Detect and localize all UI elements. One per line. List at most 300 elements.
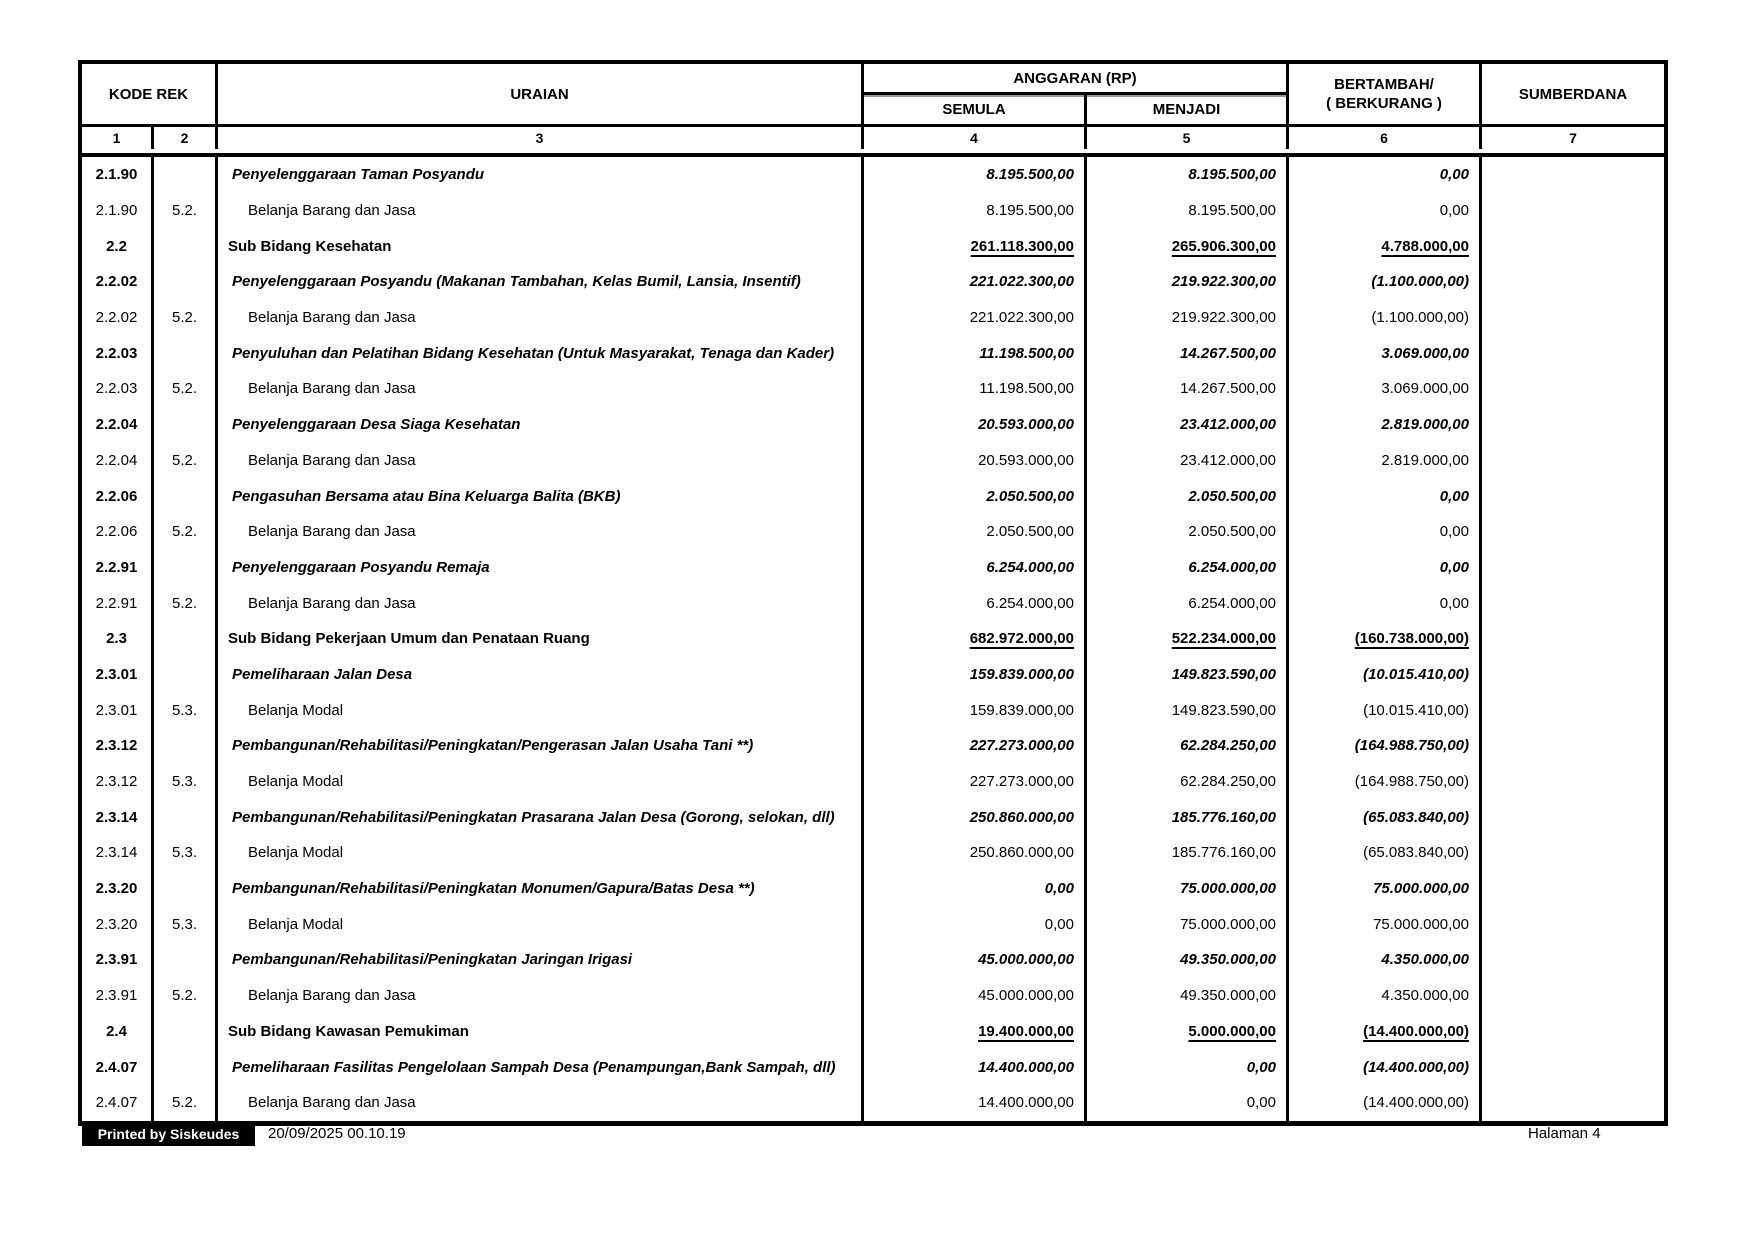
- sumberdana-cell: [1482, 443, 1664, 479]
- menjadi-cell: [1087, 157, 1289, 193]
- sumberdana-cell: [1482, 799, 1664, 835]
- bertambah-berkurang-cell-value: 0,00: [1439, 523, 1469, 541]
- kode-rek-1-cell: 2.2.06: [82, 478, 154, 514]
- uraian-cell: Penyelenggaraan Posyandu Remaja: [218, 550, 864, 586]
- sumberdana-cell: [1482, 300, 1664, 336]
- uraian-cell: Pemeliharaan Fasilitas Pengelolaan Sampah Desa (Penampungan,Bank Sampah, dll): [218, 1049, 864, 1085]
- kode-rek-1-cell: 2.2.02: [82, 300, 154, 336]
- menjadi-cell: [1087, 371, 1289, 407]
- bertambah-berkurang-cell-value: (164.988.750,00): [1354, 737, 1469, 755]
- kode-rek-2-cell: 5.2.: [154, 443, 218, 479]
- semula-cell-value: 19.400.000,00: [978, 1022, 1074, 1040]
- menjadi-cell: [1087, 1085, 1289, 1121]
- bertambah-berkurang-cell: [1289, 978, 1482, 1014]
- semula-cell: [864, 621, 1087, 657]
- kode-rek-1-cell: 2.3.14: [82, 835, 154, 871]
- uraian-cell: Pembangunan/Rehabilitasi/Peningkatan Prasarana Jalan Desa (Gorong, selokan, dll): [218, 799, 864, 835]
- menjadi-cell: [1087, 300, 1289, 336]
- uraian-cell: Belanja Modal: [218, 835, 864, 871]
- bertambah-berkurang-cell-value: 0,00: [1439, 166, 1469, 184]
- sumberdana-cell: [1482, 514, 1664, 550]
- kode-rek-2-cell: [154, 657, 218, 693]
- sumberdana-cell: [1482, 692, 1664, 728]
- sumberdana-cell: [1482, 764, 1664, 800]
- kode-rek-1-cell: 2.2: [82, 228, 154, 264]
- print-datetime: 20/09/2025 00.10.19: [268, 1125, 406, 1142]
- column-number-7: 7: [1569, 130, 1577, 146]
- bertambah-berkurang-cell: [1289, 728, 1482, 764]
- bertambah-berkurang-cell: [1289, 657, 1482, 693]
- uraian-cell: Belanja Barang dan Jasa: [218, 300, 864, 336]
- bertambah-berkurang-cell-value: 2.819.000,00: [1381, 451, 1469, 469]
- menjadi-cell-value: 2.050.500,00: [1188, 523, 1276, 541]
- table-row: [82, 621, 1664, 657]
- kode-rek-2-cell: [154, 228, 218, 264]
- kode-rek-2-cell: [154, 157, 218, 193]
- semula-cell: [864, 728, 1087, 764]
- table-header-row: [82, 64, 1664, 127]
- bertambah-berkurang-cell-value: (14.400.000,00): [1363, 1022, 1469, 1040]
- bertambah-berkurang-cell-value: (1.100.000,00): [1371, 273, 1469, 291]
- menjadi-cell-value: 5.000.000,00: [1188, 1022, 1276, 1040]
- printed-by-badge: Printed by Siskeudes: [82, 1122, 255, 1146]
- semula-cell-value: 250.860.000,00: [969, 808, 1074, 826]
- table-row: [82, 764, 1664, 800]
- menjadi-cell: [1087, 764, 1289, 800]
- table-row: [82, 193, 1664, 229]
- table-row: [82, 728, 1664, 764]
- table-row: [82, 871, 1664, 907]
- semula-cell-value: 45.000.000,00: [978, 951, 1074, 969]
- header-bertambah-line1: BERTAMBAH/: [1334, 76, 1434, 93]
- menjadi-cell-value: 522.234.000,00: [1171, 630, 1276, 648]
- sumberdana-cell: [1482, 978, 1664, 1014]
- bertambah-berkurang-cell-value: 0,00: [1439, 594, 1469, 612]
- bertambah-berkurang-cell-value: 0,00: [1439, 202, 1469, 220]
- kode-rek-2-cell: [154, 871, 218, 907]
- kode-rek-1-cell: 2.4.07: [82, 1049, 154, 1085]
- kode-rek-1-cell: 2.2.04: [82, 407, 154, 443]
- bertambah-berkurang-cell-value: 2.819.000,00: [1381, 416, 1469, 434]
- uraian-cell: Pembangunan/Rehabilitasi/Peningkatan/Pengerasan Jalan Usaha Tani **): [218, 728, 864, 764]
- semula-cell-value: 227.273.000,00: [969, 773, 1074, 791]
- menjadi-cell: [1087, 1049, 1289, 1085]
- uraian-cell: Pembangunan/Rehabilitasi/Peningkatan Monumen/Gapura/Batas Desa **): [218, 871, 864, 907]
- sumberdana-cell: [1482, 906, 1664, 942]
- kode-rek-2-cell: [154, 264, 218, 300]
- kode-rek-2-cell: [154, 407, 218, 443]
- bertambah-berkurang-cell: [1289, 835, 1482, 871]
- header-sumberdana: SUMBERDANA: [1518, 85, 1628, 103]
- table-row: [82, 478, 1664, 514]
- bertambah-berkurang-cell-value: 0,00: [1439, 558, 1469, 576]
- bertambah-berkurang-cell-value: 75.000.000,00: [1373, 880, 1469, 898]
- sumberdana-cell: [1482, 871, 1664, 907]
- kode-rek-2-cell: [154, 621, 218, 657]
- table-body: [82, 157, 1664, 1121]
- menjadi-cell-value: 2.050.500,00: [1188, 487, 1276, 505]
- table-row: [82, 1014, 1664, 1050]
- semula-cell-value: 682.972.000,00: [969, 630, 1074, 648]
- kode-rek-2-cell: [154, 942, 218, 978]
- column-number-row: [82, 127, 1664, 157]
- menjadi-cell: [1087, 550, 1289, 586]
- menjadi-cell-value: 149.823.590,00: [1171, 665, 1276, 683]
- header-anggaran: ANGGARAN (RP): [864, 64, 1286, 95]
- semula-cell-value: 0,00: [1044, 915, 1074, 933]
- uraian-cell: Belanja Barang dan Jasa: [218, 585, 864, 621]
- semula-cell-value: 45.000.000,00: [978, 987, 1074, 1005]
- menjadi-cell: [1087, 728, 1289, 764]
- kode-rek-2-cell: 5.3.: [154, 906, 218, 942]
- bertambah-berkurang-cell: [1289, 335, 1482, 371]
- menjadi-cell-value: 62.284.250,00: [1180, 737, 1276, 755]
- column-number-6: 6: [1289, 127, 1482, 149]
- header-kode-rek: KODE REK: [82, 64, 218, 124]
- sumberdana-cell: [1482, 657, 1664, 693]
- menjadi-cell: [1087, 835, 1289, 871]
- kode-rek-1-cell: 2.3.20: [82, 906, 154, 942]
- table-row: [82, 692, 1664, 728]
- semula-cell: [864, 514, 1087, 550]
- bertambah-berkurang-cell: [1289, 514, 1482, 550]
- uraian-cell: Sub Bidang Kesehatan: [218, 228, 864, 264]
- column-number-5: 5: [1087, 127, 1289, 149]
- bertambah-berkurang-cell-value: (14.400.000,00): [1363, 1094, 1469, 1112]
- menjadi-cell-value: 149.823.590,00: [1171, 701, 1276, 719]
- sumberdana-cell: [1482, 1085, 1664, 1121]
- kode-rek-2-cell: 5.3.: [154, 692, 218, 728]
- sumberdana-cell: [1482, 550, 1664, 586]
- sumberdana-cell: [1482, 621, 1664, 657]
- uraian-cell: Belanja Modal: [218, 764, 864, 800]
- sumberdana-cell: [1482, 193, 1664, 229]
- sumberdana-cell: [1482, 264, 1664, 300]
- header-uraian: URAIAN: [218, 64, 864, 124]
- kode-rek-1-cell: 2.2.03: [82, 335, 154, 371]
- bertambah-berkurang-cell-value: (10.015.410,00): [1363, 701, 1469, 719]
- sumberdana-cell: [1482, 835, 1664, 871]
- table-row: [82, 157, 1664, 193]
- kode-rek-2-cell: 5.2.: [154, 193, 218, 229]
- bertambah-berkurang-cell: [1289, 871, 1482, 907]
- semula-cell: [864, 550, 1087, 586]
- menjadi-cell: [1087, 621, 1289, 657]
- semula-cell-value: 8.195.500,00: [986, 202, 1074, 220]
- kode-rek-1-cell: 2.3.12: [82, 728, 154, 764]
- table-row: [82, 443, 1664, 479]
- column-number-4: 4: [864, 127, 1087, 149]
- table-row: [82, 228, 1664, 264]
- menjadi-cell: [1087, 1014, 1289, 1050]
- semula-cell: [864, 1014, 1087, 1050]
- bertambah-berkurang-cell: [1289, 1049, 1482, 1085]
- bertambah-berkurang-cell-value: 75.000.000,00: [1373, 915, 1469, 933]
- semula-cell: [864, 264, 1087, 300]
- semula-cell: [864, 799, 1087, 835]
- table-row: [82, 407, 1664, 443]
- menjadi-cell: [1087, 657, 1289, 693]
- kode-rek-1-cell: 2.4: [82, 1014, 154, 1050]
- semula-cell: [864, 157, 1087, 193]
- menjadi-cell: [1087, 335, 1289, 371]
- bertambah-berkurang-cell-value: 4.350.000,00: [1381, 951, 1469, 969]
- uraian-cell: Belanja Barang dan Jasa: [218, 514, 864, 550]
- uraian-cell: Penyelenggaraan Desa Siaga Kesehatan: [218, 407, 864, 443]
- bertambah-berkurang-cell: [1289, 1085, 1482, 1121]
- semula-cell-value: 11.198.500,00: [979, 380, 1074, 398]
- table-row: [82, 906, 1664, 942]
- kode-rek-1-cell: 2.2.91: [82, 550, 154, 586]
- kode-rek-2-cell: [154, 550, 218, 586]
- table-row: [82, 514, 1664, 550]
- uraian-cell: Sub Bidang Kawasan Pemukiman: [218, 1014, 864, 1050]
- kode-rek-2-cell: [154, 1014, 218, 1050]
- semula-cell-value: 221.022.300,00: [969, 309, 1074, 327]
- bertambah-berkurang-cell: [1289, 407, 1482, 443]
- semula-cell: [864, 193, 1087, 229]
- bertambah-berkurang-cell-value: 3.069.000,00: [1381, 344, 1469, 362]
- bertambah-berkurang-cell-value: (164.988.750,00): [1354, 773, 1469, 791]
- semula-cell: [864, 1085, 1087, 1121]
- menjadi-cell: [1087, 228, 1289, 264]
- bertambah-berkurang-cell: [1289, 193, 1482, 229]
- menjadi-cell: [1087, 799, 1289, 835]
- semula-cell: [864, 978, 1087, 1014]
- menjadi-cell-value: 14.267.500,00: [1180, 344, 1276, 362]
- menjadi-cell: [1087, 514, 1289, 550]
- menjadi-cell: [1087, 585, 1289, 621]
- menjadi-cell: [1087, 443, 1289, 479]
- bertambah-berkurang-cell-value: 4.350.000,00: [1381, 987, 1469, 1005]
- uraian-cell: Belanja Modal: [218, 906, 864, 942]
- uraian-cell: Belanja Barang dan Jasa: [218, 193, 864, 229]
- menjadi-cell-value: 8.195.500,00: [1188, 166, 1276, 184]
- menjadi-cell-value: 8.195.500,00: [1188, 202, 1276, 220]
- sumberdana-cell: [1482, 1014, 1664, 1050]
- semula-cell: [864, 906, 1087, 942]
- sumberdana-cell: [1482, 942, 1664, 978]
- bertambah-berkurang-cell-value: (65.083.840,00): [1363, 808, 1469, 826]
- bertambah-berkurang-cell: [1289, 264, 1482, 300]
- kode-rek-1-cell: 2.4.07: [82, 1085, 154, 1121]
- menjadi-cell: [1087, 978, 1289, 1014]
- table-row: [82, 550, 1664, 586]
- semula-cell-value: 6.254.000,00: [986, 558, 1074, 576]
- bertambah-berkurang-cell: [1289, 621, 1482, 657]
- menjadi-cell: [1087, 193, 1289, 229]
- table-row: [82, 371, 1664, 407]
- uraian-cell: Penyuluhan dan Pelatihan Bidang Kesehatan (Untuk Masyarakat, Tenaga dan Kader): [218, 335, 864, 371]
- header-semula: SEMULA: [864, 95, 1087, 124]
- semula-cell: [864, 1049, 1087, 1085]
- table-row: [82, 264, 1664, 300]
- semula-cell-value: 159.839.000,00: [969, 665, 1074, 683]
- kode-rek-2-cell: 5.2.: [154, 300, 218, 336]
- kode-rek-1-cell: 2.2.06: [82, 514, 154, 550]
- menjadi-cell-value: 6.254.000,00: [1188, 594, 1276, 612]
- menjadi-cell-value: 23.412.000,00: [1180, 416, 1276, 434]
- bertambah-berkurang-cell-value: (10.015.410,00): [1363, 665, 1469, 683]
- semula-cell-value: 14.400.000,00: [978, 1094, 1074, 1112]
- semula-cell-value: 261.118.300,00: [970, 237, 1074, 255]
- uraian-cell: Sub Bidang Pekerjaan Umum dan Penataan Ruang: [218, 621, 864, 657]
- semula-cell-value: 14.400.000,00: [978, 1058, 1074, 1076]
- bertambah-berkurang-cell: [1289, 478, 1482, 514]
- uraian-cell: Belanja Barang dan Jasa: [218, 978, 864, 1014]
- header-anggaran-group: [864, 64, 1289, 124]
- header-anggaran-subrow: [864, 95, 1286, 124]
- bertambah-berkurang-cell: [1289, 157, 1482, 193]
- bertambah-berkurang-cell: [1289, 799, 1482, 835]
- bertambah-berkurang-cell-value: (14.400.000,00): [1363, 1058, 1469, 1076]
- kode-rek-1-cell: 2.1.90: [82, 157, 154, 193]
- bertambah-berkurang-cell-value: 4.788.000,00: [1381, 237, 1469, 255]
- semula-cell: [864, 764, 1087, 800]
- sumberdana-cell: [1482, 728, 1664, 764]
- kode-rek-2-cell: [154, 799, 218, 835]
- uraian-cell: Belanja Barang dan Jasa: [218, 443, 864, 479]
- menjadi-cell-value: 219.922.300,00: [1171, 273, 1276, 291]
- kode-rek-2-cell: 5.2.: [154, 1085, 218, 1121]
- table-row: [82, 300, 1664, 336]
- kode-rek-2-cell: [154, 728, 218, 764]
- kode-rek-1-cell: 2.3.01: [82, 692, 154, 728]
- budget-table: [78, 60, 1668, 1126]
- bertambah-berkurang-cell: [1289, 692, 1482, 728]
- uraian-cell: Pembangunan/Rehabilitasi/Peningkatan Jaringan Irigasi: [218, 942, 864, 978]
- kode-rek-1-cell: 2.3.91: [82, 942, 154, 978]
- kode-rek-2-cell: 5.2.: [154, 371, 218, 407]
- table-row: [82, 335, 1664, 371]
- kode-rek-1-cell: 2.2.91: [82, 585, 154, 621]
- sumberdana-cell: [1482, 157, 1664, 193]
- menjadi-cell: [1087, 942, 1289, 978]
- column-number-2: 2: [154, 127, 218, 149]
- table-row: [82, 657, 1664, 693]
- column-number-1: 1: [82, 127, 154, 149]
- header-bertambah-line2: ( BERKURANG ): [1326, 95, 1442, 112]
- semula-cell-value: 6.254.000,00: [986, 594, 1074, 612]
- menjadi-cell-value: 185.776.160,00: [1171, 808, 1276, 826]
- bertambah-berkurang-cell: [1289, 228, 1482, 264]
- menjadi-cell: [1087, 906, 1289, 942]
- header-bertambah-berkurang: [1289, 64, 1482, 124]
- bertambah-berkurang-cell: [1289, 764, 1482, 800]
- semula-cell-value: 221.022.300,00: [969, 273, 1074, 291]
- bertambah-berkurang-cell-value: (1.100.000,00): [1371, 309, 1469, 327]
- kode-rek-1-cell: 2.2.03: [82, 371, 154, 407]
- kode-rek-2-cell: 5.3.: [154, 764, 218, 800]
- kode-rek-1-cell: 2.3.20: [82, 871, 154, 907]
- semula-cell-value: 20.593.000,00: [978, 451, 1074, 469]
- menjadi-cell: [1087, 407, 1289, 443]
- menjadi-cell-value: 62.284.250,00: [1180, 773, 1276, 791]
- sumberdana-cell: [1482, 478, 1664, 514]
- table-row: [82, 1085, 1664, 1121]
- menjadi-cell-value: 23.412.000,00: [1180, 451, 1276, 469]
- semula-cell-value: 227.273.000,00: [969, 737, 1074, 755]
- page-number: Halaman 4: [1528, 1125, 1601, 1142]
- sumberdana-cell: [1482, 335, 1664, 371]
- bertambah-berkurang-cell: [1289, 585, 1482, 621]
- menjadi-cell-value: 185.776.160,00: [1171, 844, 1276, 862]
- kode-rek-2-cell: 5.2.: [154, 585, 218, 621]
- semula-cell: [864, 585, 1087, 621]
- sumberdana-cell: [1482, 228, 1664, 264]
- kode-rek-1-cell: 2.3.01: [82, 657, 154, 693]
- table-row: [82, 799, 1664, 835]
- uraian-cell: Belanja Modal: [218, 692, 864, 728]
- kode-rek-1-cell: 2.3.14: [82, 799, 154, 835]
- sumberdana-cell: [1482, 371, 1664, 407]
- menjadi-cell-value: 49.350.000,00: [1180, 951, 1276, 969]
- semula-cell: [864, 371, 1087, 407]
- menjadi-cell: [1087, 871, 1289, 907]
- kode-rek-1-cell: 2.2.02: [82, 264, 154, 300]
- bertambah-berkurang-cell: [1289, 1014, 1482, 1050]
- uraian-cell: Pemeliharaan Jalan Desa: [218, 657, 864, 693]
- uraian-cell: Belanja Barang dan Jasa: [218, 371, 864, 407]
- semula-cell: [864, 942, 1087, 978]
- menjadi-cell-value: 75.000.000,00: [1180, 915, 1276, 933]
- menjadi-cell: [1087, 264, 1289, 300]
- menjadi-cell: [1087, 478, 1289, 514]
- uraian-cell: Belanja Barang dan Jasa: [218, 1085, 864, 1121]
- menjadi-cell-value: 75.000.000,00: [1180, 880, 1276, 898]
- menjadi-cell-value: 14.267.500,00: [1180, 380, 1276, 398]
- menjadi-cell-value: 0,00: [1246, 1058, 1276, 1076]
- semula-cell: [864, 657, 1087, 693]
- semula-cell: [864, 300, 1087, 336]
- semula-cell: [864, 478, 1087, 514]
- semula-cell: [864, 692, 1087, 728]
- semula-cell-value: 250.860.000,00: [969, 844, 1074, 862]
- header-menjadi: MENJADI: [1152, 101, 1221, 118]
- bertambah-berkurang-cell-value: 0,00: [1439, 487, 1469, 505]
- bertambah-berkurang-cell-value: (65.083.840,00): [1363, 844, 1469, 862]
- kode-rek-1-cell: 2.2.04: [82, 443, 154, 479]
- table-row: [82, 978, 1664, 1014]
- bertambah-berkurang-cell: [1289, 300, 1482, 336]
- kode-rek-2-cell: 5.2.: [154, 514, 218, 550]
- semula-cell-value: 2.050.500,00: [986, 487, 1074, 505]
- uraian-cell: Penyelenggaraan Taman Posyandu: [218, 157, 864, 193]
- sumberdana-cell: [1482, 407, 1664, 443]
- semula-cell-value: 2.050.500,00: [986, 523, 1074, 541]
- table-row: [82, 1049, 1664, 1085]
- sumberdana-cell: [1482, 585, 1664, 621]
- semula-cell-value: 11.198.500,00: [979, 344, 1074, 362]
- kode-rek-1-cell: 2.3.91: [82, 978, 154, 1014]
- semula-cell: [864, 335, 1087, 371]
- kode-rek-1-cell: 2.3.12: [82, 764, 154, 800]
- kode-rek-2-cell: [154, 1049, 218, 1085]
- semula-cell: [864, 407, 1087, 443]
- bertambah-berkurang-cell: [1289, 906, 1482, 942]
- semula-cell: [864, 228, 1087, 264]
- bertambah-berkurang-cell: [1289, 443, 1482, 479]
- sumberdana-cell: [1482, 1049, 1664, 1085]
- menjadi-cell-value: 49.350.000,00: [1180, 987, 1276, 1005]
- kode-rek-2-cell: 5.3.: [154, 835, 218, 871]
- kode-rek-1-cell: 2.1.90: [82, 193, 154, 229]
- bertambah-berkurang-cell: [1289, 942, 1482, 978]
- kode-rek-2-cell: [154, 335, 218, 371]
- uraian-cell: Pengasuhan Bersama atau Bina Keluarga Balita (BKB): [218, 478, 864, 514]
- menjadi-cell-value: 219.922.300,00: [1171, 309, 1276, 327]
- table-row: [82, 835, 1664, 871]
